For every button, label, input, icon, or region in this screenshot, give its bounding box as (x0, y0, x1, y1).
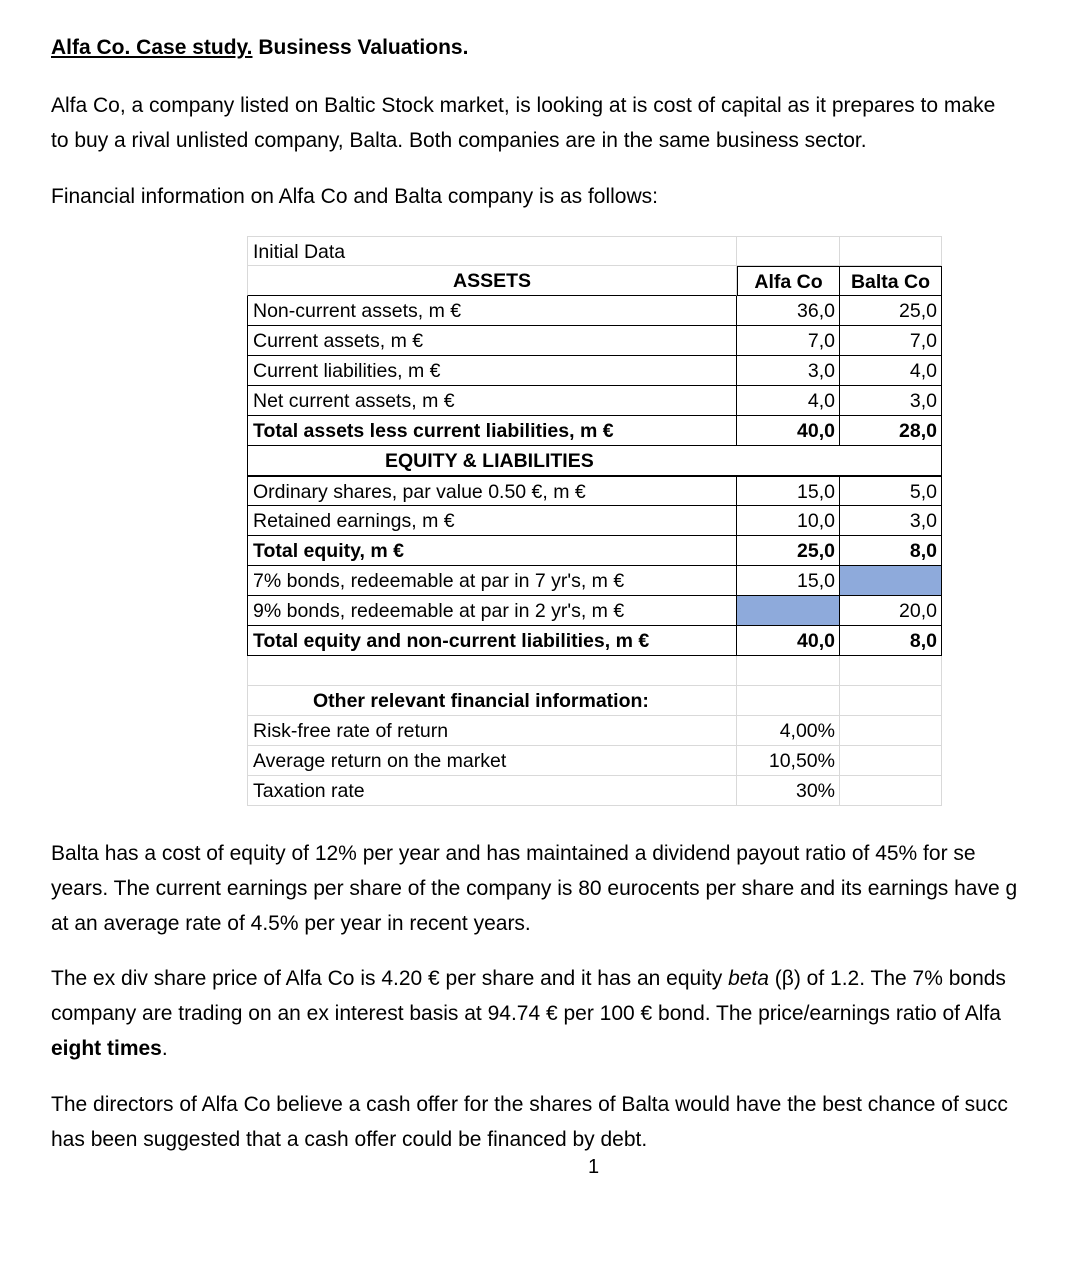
balta-value: 20,0 (840, 596, 942, 626)
table-row (247, 386, 942, 416)
table-row-total (247, 536, 942, 566)
row-label: Taxation rate (247, 776, 737, 806)
balta-value: 7,0 (840, 326, 942, 356)
para3-eight-times: eight times (51, 1037, 162, 1060)
page-number: 1 (588, 1156, 600, 1178)
row-label: Average return on the market (247, 746, 737, 776)
table-row (247, 746, 942, 776)
table-row (247, 326, 942, 356)
balta-value: 3,0 (840, 386, 942, 416)
table-row (247, 716, 942, 746)
para3-text-a: The ex div share price of Alfa Co is 4.20 € per share and it has an equity (51, 967, 729, 990)
highlighted-empty-cell (737, 596, 840, 626)
table-row-total (247, 626, 942, 656)
intro-line-2: to buy a rival unlisted company, Balta. Both companies are in the same business sector. (51, 129, 867, 152)
balta-value: 8,0 (840, 626, 942, 656)
table-row (247, 356, 942, 386)
table-row (247, 476, 942, 506)
row-label: Current liabilities, m € (247, 356, 737, 386)
row-label: Total equity and non-current liabilities, m € (247, 626, 737, 656)
alfa-value: 10,0 (737, 506, 840, 536)
row-label: Non-current assets, m € (247, 296, 737, 326)
col-header-balta: Balta Co (840, 266, 942, 296)
row-label: Retained earnings, m € (247, 506, 737, 536)
alfa-value: 7,0 (737, 326, 840, 356)
alfa-value: 40,0 (737, 416, 840, 446)
para3-beta-italic: beta (728, 967, 769, 990)
other-info-header: Other relevant financial information: (247, 686, 737, 716)
row-label: Net current assets, m € (247, 386, 737, 416)
initial-data-label: Initial Data (247, 236, 737, 266)
balta-value: 5,0 (840, 476, 942, 506)
balta-value: 25,0 (840, 296, 942, 326)
alfa-value: 10,50% (737, 746, 840, 776)
balta-value: 3,0 (840, 506, 942, 536)
alfa-value: 25,0 (737, 536, 840, 566)
row-label: 9% bonds, redeemable at par in 2 yr's, m € (247, 596, 737, 626)
table-row (247, 596, 942, 626)
para3-line-3 (51, 1031, 1080, 1066)
equity-header: EQUITY & LIABILITIES (247, 446, 942, 476)
table-row (247, 296, 942, 326)
balta-paragraph (51, 836, 1080, 941)
empty-cell (247, 656, 737, 686)
row-label: Total equity, m € (247, 536, 737, 566)
table-row (247, 506, 942, 536)
balta-value: 28,0 (840, 416, 942, 446)
directors-paragraph (51, 1087, 1080, 1157)
row-label: Risk-free rate of return (247, 716, 737, 746)
para4-line-1: The directors of Alfa Co believe a cash offer for the shares of Balta would have the best chance of succ (51, 1093, 1008, 1116)
empty-cell (840, 656, 942, 686)
empty-cell (737, 656, 840, 686)
col-header-alfa: Alfa Co (737, 266, 840, 296)
empty-cell (840, 776, 942, 806)
table-row-total (247, 416, 942, 446)
row-label: 7% bonds, redeemable at par in 7 yr's, m € (247, 566, 737, 596)
intro-paragraph (51, 88, 1080, 158)
alfa-value: 36,0 (737, 296, 840, 326)
table-header-row (247, 686, 942, 716)
empty-cell (840, 746, 942, 776)
table-row (247, 776, 942, 806)
row-label: Ordinary shares, par value 0.50 €, m € (247, 476, 737, 506)
document-title (51, 36, 468, 60)
row-label: Total assets less current liabilities, m € (247, 416, 737, 446)
alfa-value: 15,0 (737, 566, 840, 596)
empty-cell (737, 686, 840, 716)
highlighted-empty-cell (840, 566, 942, 596)
empty-cell (840, 236, 942, 266)
balta-value: 8,0 (840, 536, 942, 566)
para3-text-b: (β) of 1.2. The 7% bonds (768, 967, 1006, 990)
intro-line-3: Financial information on Alfa Co and Balta company is as follows: (51, 185, 658, 208)
para3-line-2: company are trading on an ex interest basis at 94.74 € per 100 € bond. The price/earnings ratio of Alfa (51, 1002, 1001, 1025)
alfa-share-paragraph (51, 961, 1080, 1066)
para2-line-2: years. The current earnings per share of the company is 80 eurocents per share and its earnings have g (51, 877, 1018, 900)
alfa-value: 15,0 (737, 476, 840, 506)
para3-period: . (161, 1037, 168, 1060)
financial-info-intro (51, 179, 1080, 214)
row-label: Current assets, m € (247, 326, 737, 356)
balta-value: 4,0 (840, 356, 942, 386)
table-row (247, 566, 942, 596)
empty-cell (737, 236, 840, 266)
intro-line-1: Alfa Co, a company listed on Baltic Stock market, is looking at is cost of capital as it prepares to make (51, 94, 996, 117)
alfa-value: 4,00% (737, 716, 840, 746)
table-header-row (247, 446, 942, 476)
title-business-valuations: Business Valuations. (252, 36, 469, 59)
alfa-value: 4,0 (737, 386, 840, 416)
table-row (247, 656, 942, 686)
para4-line-2: has been suggested that a cash offer could be financed by debt. (51, 1128, 648, 1151)
title-case-study: Alfa Co. Case study. (51, 36, 253, 59)
table-row (247, 236, 942, 266)
alfa-value: 40,0 (737, 626, 840, 656)
para2-line-3: at an average rate of 4.5% per year in recent years. (51, 912, 531, 935)
para2-line-1: Balta has a cost of equity of 12% per year and has maintained a dividend payout ratio of 45% for se (51, 842, 976, 865)
table-header-row (247, 266, 942, 296)
empty-cell (840, 716, 942, 746)
alfa-value: 3,0 (737, 356, 840, 386)
empty-cell (840, 686, 942, 716)
financial-data-table (247, 236, 942, 810)
para3-line-1 (51, 961, 1080, 996)
assets-header: ASSETS (247, 266, 737, 296)
alfa-value: 30% (737, 776, 840, 806)
